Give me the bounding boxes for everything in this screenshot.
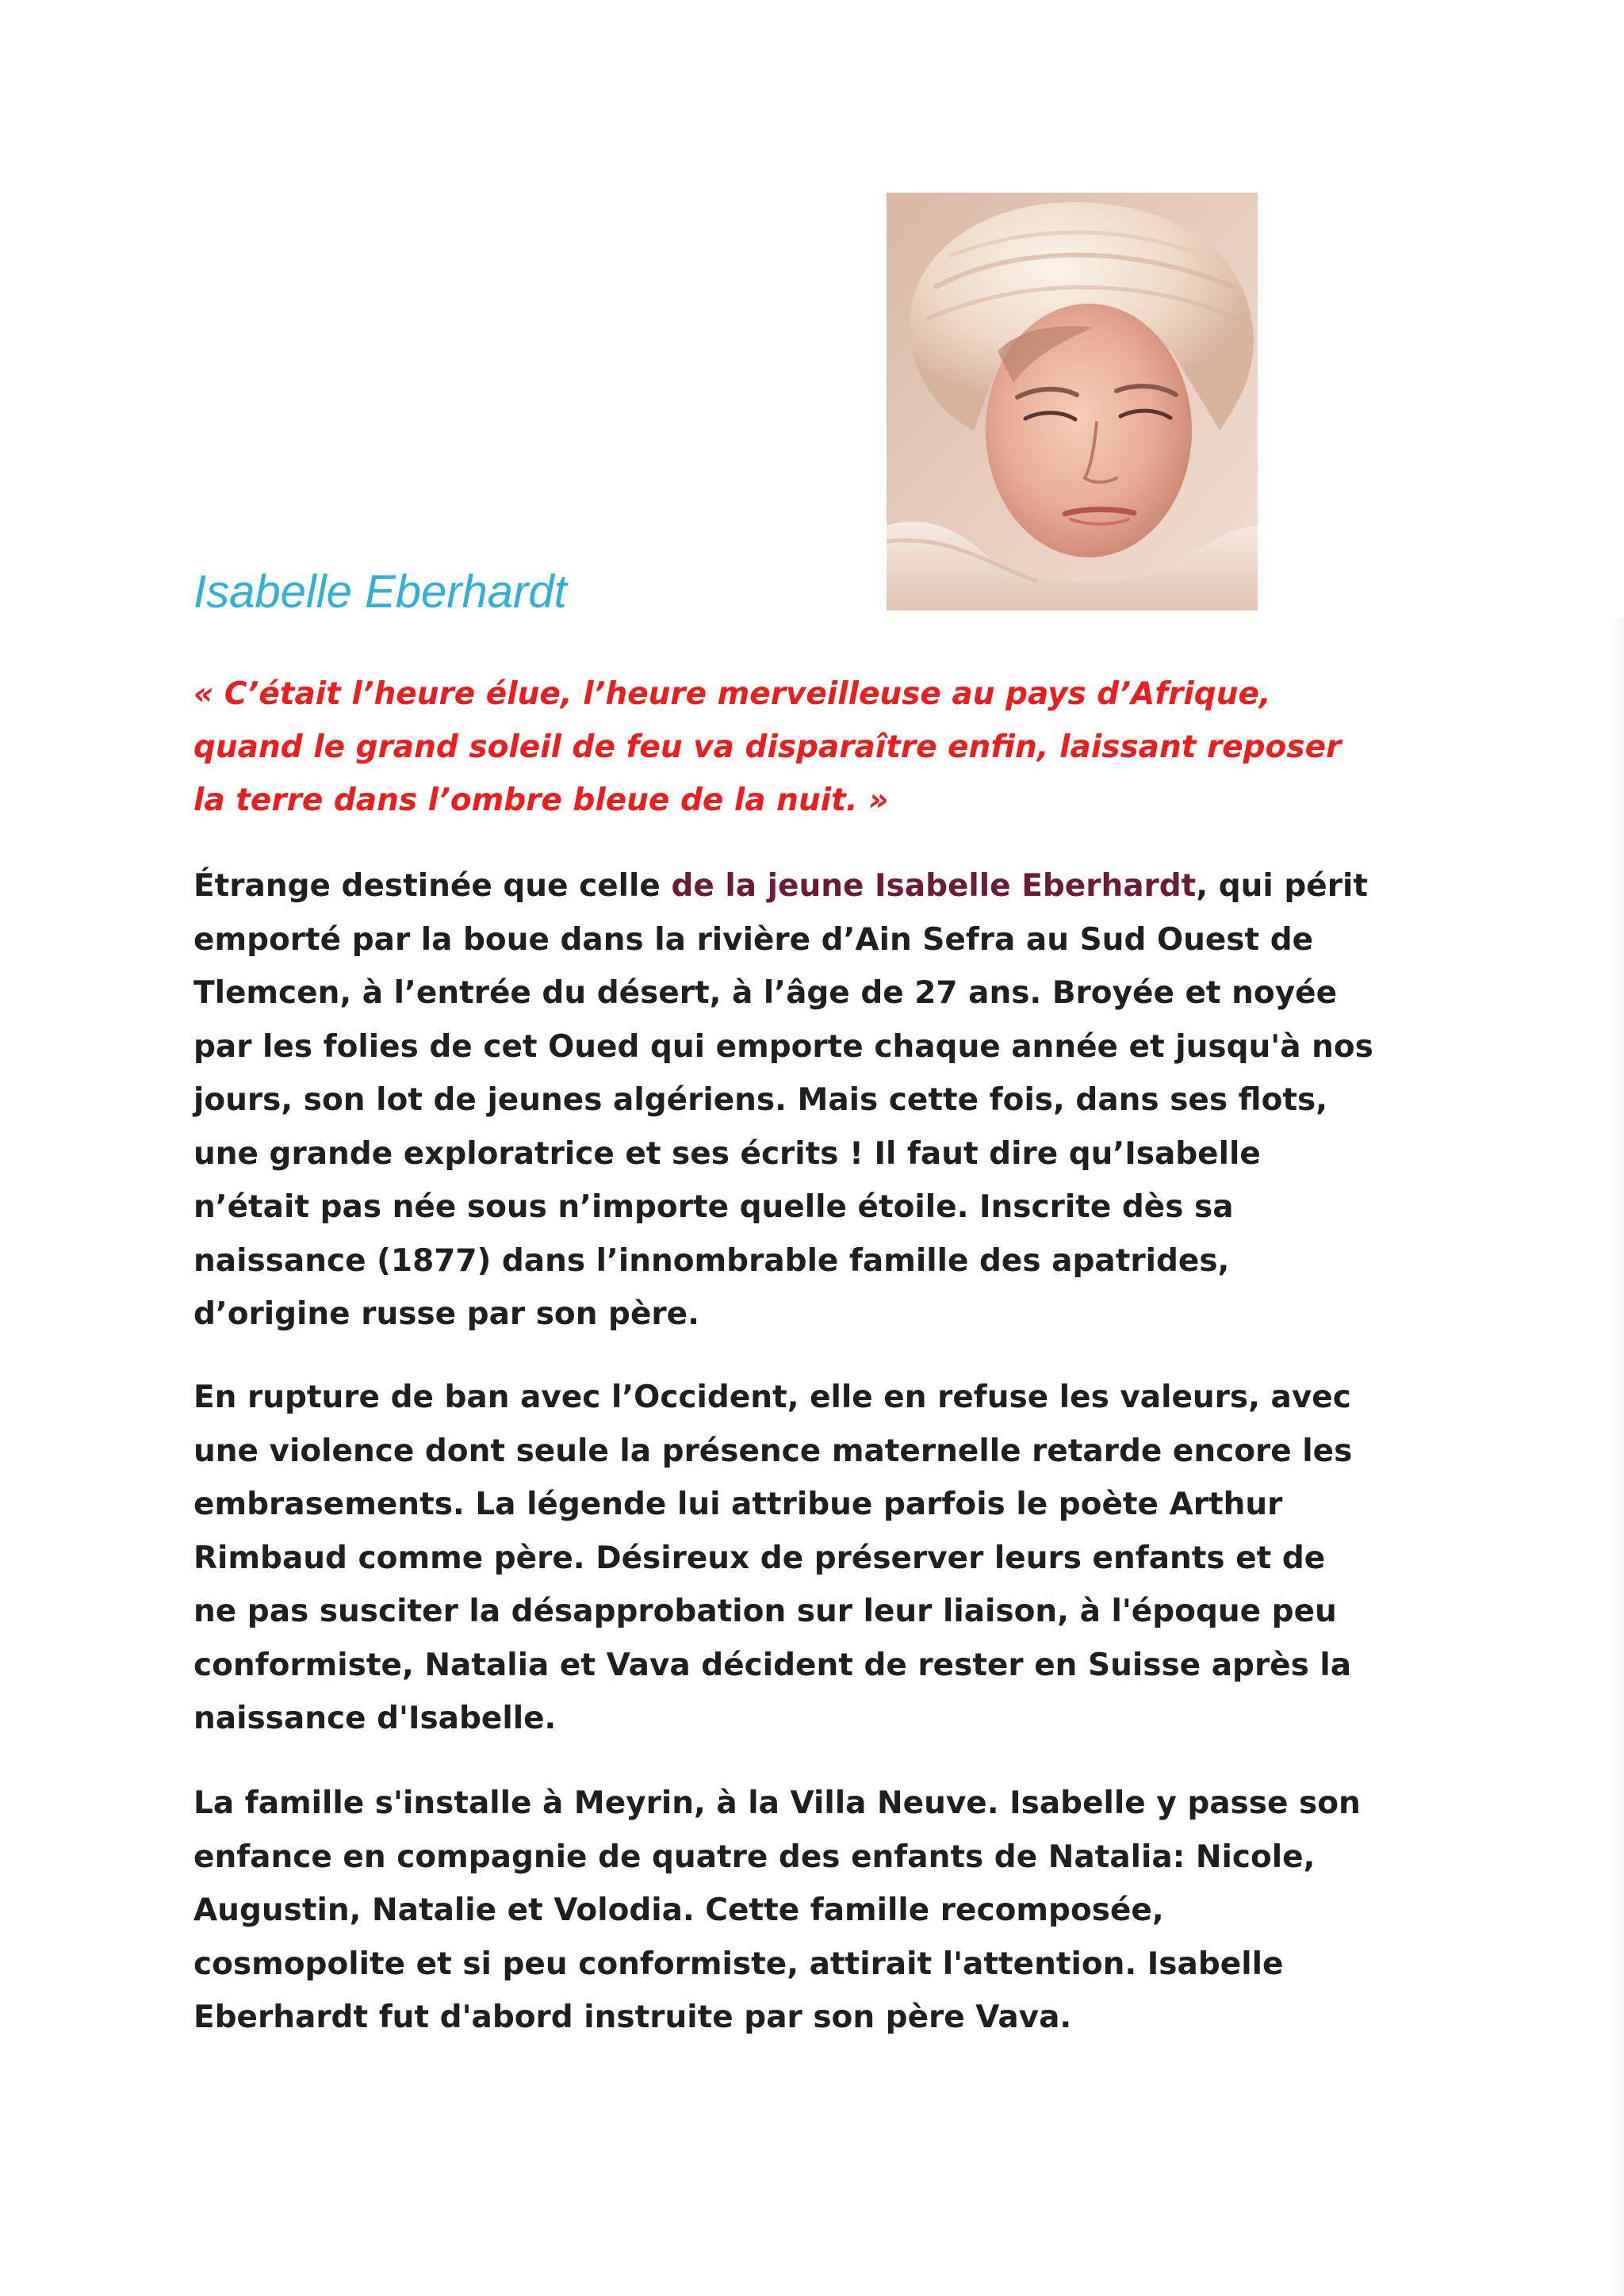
paragraph-line: n’était pas née sous n’importe quelle étoile. Inscrite dès sa xyxy=(193,1189,1234,1225)
paragraph-line: ne pas susciter la désapprobation sur leur liaison, à l'époque peu xyxy=(193,1594,1337,1629)
quote-line: la terre dans l’ombre bleue de la nuit. » xyxy=(193,783,889,818)
paragraph-line: jours, son lot de jeunes algériens. Mais cette fois, dans ses flots, xyxy=(193,1082,1328,1118)
paragraph-line: une violence dont seule la présence maternelle retarde encore les xyxy=(193,1433,1353,1469)
paragraph-line: naissance d'Isabelle. xyxy=(193,1701,557,1736)
paragraph-2 xyxy=(193,1371,1494,1746)
text-span: , qui périt xyxy=(1196,868,1368,904)
paragraph-line: naissance (1877) dans l’innombrable famille des apatrides, xyxy=(193,1242,1230,1279)
paragraph-line: Eberhardt fut d'abord instruite par son père Vava. xyxy=(193,1999,1072,2035)
page-title: Isabelle Eberhardt xyxy=(193,566,567,618)
paragraph-line: Augustin, Natalie et Volodia. Cette famille recomposée, xyxy=(193,1892,1164,1928)
paragraph-3 xyxy=(193,1777,1494,2045)
quote-line: « C’était l’heure élue, l’heure merveilleuse au pays d’Afrique, xyxy=(193,676,1271,712)
paragraph-line xyxy=(193,859,1494,913)
portrait-photo xyxy=(887,193,1258,610)
paragraph-line: cosmopolite et si peu conformiste, attirait l'attention. Isabelle xyxy=(193,1946,1284,1982)
paragraph-line: d’origine russe par son père. xyxy=(193,1296,699,1332)
paragraph-line: Tlemcen, à l’entrée du désert, à l’âge de 27 ans. Broyée et noyée xyxy=(193,975,1338,1011)
epigraph-quote xyxy=(193,668,1478,827)
paragraph-line: par les folies de cet Oued qui emporte chaque année et jusqu'à nos xyxy=(193,1028,1373,1065)
paragraph-line: Rimbaud comme père. Désireux de préserver leurs enfants et de xyxy=(193,1540,1326,1576)
quote-line: quand le grand soleil de feu va disparaître enfin, laissant reposer xyxy=(193,729,1342,765)
paragraph-line: La famille s'installe à Meyrin, à la Villa Neuve. Isabelle y passe son xyxy=(193,1785,1361,1821)
paragraph-1 xyxy=(193,859,1494,1341)
text-span: Étrange destinée que celle xyxy=(193,868,672,904)
paragraph-line: En rupture de ban avec l’Occident, elle en refuse les valeurs, avec xyxy=(193,1380,1351,1415)
paragraph-line: enfance en compagnie de quatre des enfants de Natalia: Nicole, xyxy=(193,1839,1316,1875)
page-edge-shadow xyxy=(1610,618,1624,2296)
highlighted-name: de la jeune Isabelle Eberhardt xyxy=(671,868,1197,904)
paragraph-line: conformiste, Natalia et Vava décident de rester en Suisse après la xyxy=(193,1647,1352,1683)
paragraph-line: embrasements. La légende lui attribue parfois le poète Arthur xyxy=(193,1487,1283,1522)
paragraph-line: emporté par la boue dans la rivière d’Ain Sefra au Sud Ouest de xyxy=(193,921,1314,958)
paragraph-line: une grande exploratrice et ses écrits ! Il faut dire qu’Isabelle xyxy=(193,1135,1261,1172)
